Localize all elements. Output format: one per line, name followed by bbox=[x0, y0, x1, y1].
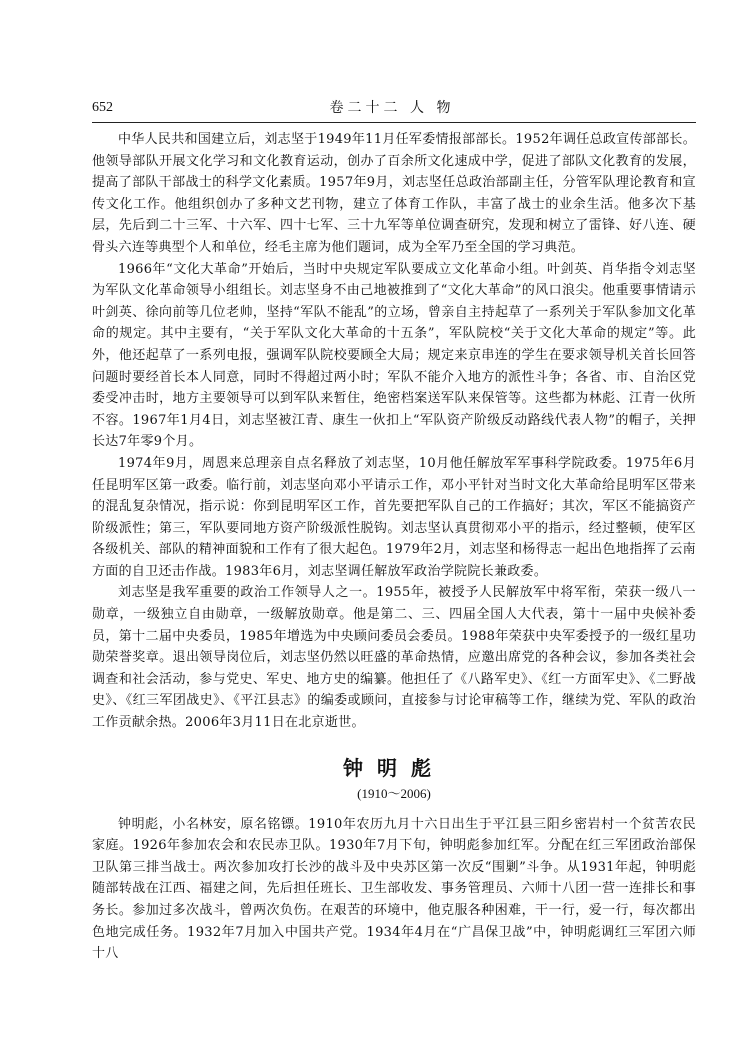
body-text bbox=[92, 129, 696, 965]
paragraph: 1974年9月，周恩来总理亲自点名释放了刘志坚，10月他任解放军军事科学院政委。1975年6月任昆明军区第一政委。临行前，刘志坚向邓小平请示工作，邓小平针对当时文化大革命给昆明军区带来的混乱复杂情况，指示说：你到昆明军区工作，首先要把军队自己的工作搞好；其次，军区不能搞资产阶级派性；第三，军队要同地方资产阶级派性脱钩。刘志坚认真贯彻邓小平的指示，经过整顿，使军区各级机关、部队的精神面貌和工作有了很大起色。1979年2月，刘志坚和杨得志一起出色地指挥了云南方面的自卫还击作战。1983年6月，刘志坚调任解放军政治学院院长兼政委。 bbox=[92, 455, 696, 579]
header-rule bbox=[92, 122, 696, 123]
section-dates: (1910～2006) bbox=[357, 785, 431, 801]
paragraph: 钟明彪，小名林安，原名铭镖。1910年农历九月十六日出生于平江县三阳乡密岩村一个贫苦农民家庭。1926年参加农会和农民赤卫队。1930年7月下旬，钟明彪参加红军。分配在红三军团政治部保卫队第三排当战士。两次参加攻打长沙的战斗及中央苏区第一次反“围剿”斗争。从1931年起，钟明彪随部转战在江西、福建之间，先后担任班长、卫生部收发、事务管理员、六师十八团一营一连排长和事务长。参加过多次战斗，曾两次负伤。在艰苦的环境中，他克服各种困难，干一行，爱一行，每次都出色地完成任务。1932年7月加入中国共产党。1934年4月在“广昌保卫战”中，钟明彪调红三军团六师十八 bbox=[92, 816, 696, 962]
page-header bbox=[92, 98, 692, 118]
paragraph: 刘志坚是我军重要的政治工作领导人之一。1955年，被授予人民解放军中将军衔，荣获一级八一勋章，一级独立自由勋章，一级解放勋章。他是第二、三、四届全国人大代表，第十一届中央候补委员，第十二届中央委员，1985年增选为中央顾问委员会委员。1988年荣获中央军委授予的一级红星功勋荣誉奖章。退出领导岗位后，刘志坚仍然以旺盛的革命热情，应邀出席党的各种会议，参加各类社会调查和社会活动，参与党史、军史、地方史的编纂。他担任了《八路军史》、《红一方面军史》、《二野战史》、《红三军团战史》、《平江县志》的编委或顾问，直接参与讨论审稿等工作，继续为党、军队的政治工作贡献余热。2006年3月11日在北京逝世。 bbox=[92, 585, 696, 731]
running-title: 卷二十二 人 物 bbox=[329, 100, 455, 116]
page-number: 652 bbox=[92, 100, 113, 115]
paragraph: 中华人民共和国建立后，刘志坚于1949年11月任军委情报部部长。1952年调任总政宣传部部长。他领导部队开展文化学习和文化教育运动，创办了百余所文化速成中学，促进了部队文化教育的发展，提高了部队干部战士的科学文化素质。1957年9月，刘志坚任总政治部副主任，分管军队理论教育和宣传文化工作。他组织创办了多种文艺刊物，建立了体育工作队，丰富了战士的业余生活。他多次下基层，先后到二十三军、十六军、四十七军、三十九军等单位调查研究，发现和树立了雷锋、好八连、硬骨头六连等典型个人和单位，经毛主席为他们题词，成为全军乃至全国的学习典范。 bbox=[92, 132, 696, 255]
section-title: 钟明彪 bbox=[343, 755, 445, 780]
paragraph: 1966年“文化大革命”开始后，当时中央规定军队要成立文化革命小组。叶剑英、肖华指令刘志坚为军队文化革命领导小组组长。刘志坚身不由己地被推到了“文化大革命”的风口浪尖。他重要事情请示叶剑英、徐向前等几位老帅，坚持“军队不能乱”的立场，曾亲自主持起草了一系列关于军队参加文化革命的规定。其中主要有，“关于军队文化大革命的十五条”，军队院校“关于文化大革命的规定”等。此外，他还起草了一系列电报，强调军队院校要顾全大局；规定来京串连的学生在要求领导机关首长回答问题时要经首长本人同意，同时不得超过两小时；军队不能介入地方的派性斗争；各省、市、自治区党委受冲击时，地方主要领导可以到军队来暂住，绝密档案送军队来保管等。这些都为林彪、江青一伙所不容。1967年1月4日，刘志坚被江青、康生一伙扣上“军队资产阶级反动路线代表人物”的帽子，关押长达7年零9个月。 bbox=[92, 261, 696, 450]
